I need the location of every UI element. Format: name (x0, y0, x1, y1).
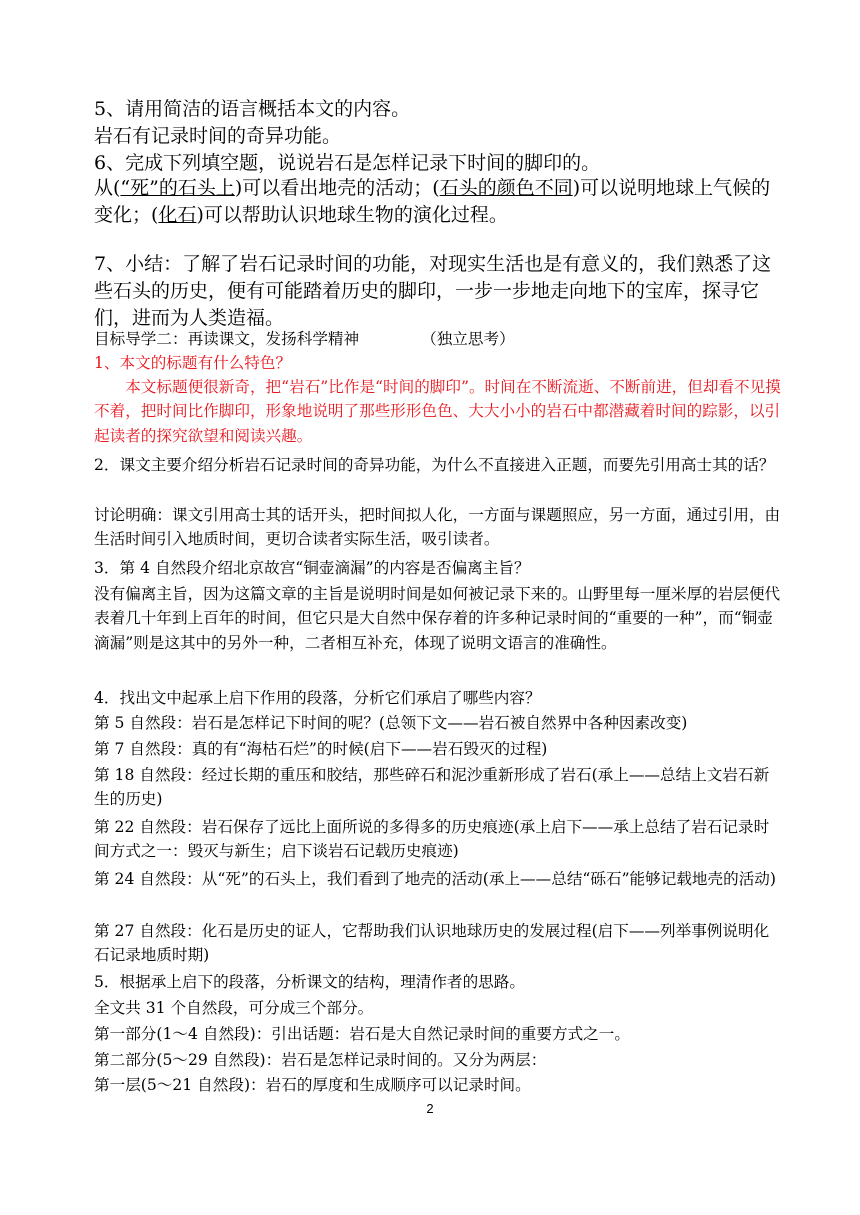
goal-heading: 目标导学二：再读课文，发扬科学精神 （独立思考） (94, 330, 515, 348)
r2-answer: 讨论明确：课文引用高士其的话开头，把时间拟人化，一方面与课题照应，另一方面，通过引用，由生活时间引入地质时间，更切合读者实际生活，吸引读者。 (94, 506, 781, 549)
r4-item: 第 18 自然段：经过长期的重压和胶结，那些碎石和泥沙重新形成了岩石(承上——总结上文岩石新生的历史) (94, 766, 770, 809)
q5-answer: 岩石有记录时间的奇异功能。 (94, 125, 342, 147)
r3-question: 3．第 4 自然段介绍北京故宫“铜壶滴漏”的内容是否偏离主旨？ (94, 559, 530, 577)
blank-3: 化石 (158, 204, 197, 226)
r4-item: 第 7 自然段：真的有“海枯石烂”的时候(启下——岩石毁灭的过程) (94, 740, 548, 758)
r4-question: 4．找出文中起承上启下作用的段落，分析它们承启了哪些内容？ (94, 689, 541, 707)
q6-fill-paragraph: 从(“死”的石头上)可以看出地壳的活动；(石头的颜色不同)可以说明地球上气候的变化；(化石)可以帮助认识地球生物的演化过程。 (94, 177, 771, 226)
r5-line: 第一层(5～21 自然段)：岩石的厚度和生成顺序可以记录时间。 (94, 1076, 531, 1094)
r3-answer: 没有偏离主旨，因为这篇文章的主旨是说明时间是如何被记录下来的。山野里每一厘米厚的岩层便代表着几十年到上百年的时间，但它只是大自然中保存着的许多种记录时间的“重要的一种”，而“铜壶滴漏”则是这其中的另外一种，二者相互补充，体现了说明文语言的准确性。 (94, 585, 781, 652)
r4-item: 第 27 自然段：化石是历史的证人，它帮助我们认识地球历史的发展过程(启下——列举事例说明化石记录地质时期) (94, 922, 770, 965)
r5-line: 第一部分(1～4 自然段)：引出话题：岩石是大自然记录时间的重要方式之一。 (94, 1025, 630, 1043)
r4-item: 第 5 自然段：岩石是怎样记下时间的呢？(总领下文——岩石被自然界中各种因素改变) (94, 714, 688, 732)
r5-question: 5．根据承上启下的段落，分析课文的结构，理清作者的思路。 (94, 973, 525, 991)
r5-line: 第二部分(5～29 自然段)：岩石是怎样记录时间的。又分为两层： (94, 1051, 547, 1069)
r5-line: 全文共 31 个自然段，可分成三个部分。 (94, 999, 374, 1017)
blank-2: 石头的颜色不同 (439, 177, 573, 199)
q5-title: 5、请用简洁的语言概括本文的内容。 (94, 98, 411, 120)
r1-question: 1、本文的标题有什么特色？ (94, 354, 292, 372)
q6-title: 6、完成下列填空题，说说岩石是怎样记录下时间的脚印的。 (94, 152, 601, 174)
r4-item: 第 22 自然段：岩石保存了远比上面所说的多得多的历史痕迹(承上启下——承上总结了岩石记录时间方式之一：毁灭与新生；启下谈岩石记载历史痕迹) (94, 818, 770, 861)
r4-item: 第 24 自然段：从“死”的石头上，我们看到了地壳的活动(承上——总结“砾石”能够记载地壳的活动) (94, 870, 776, 888)
r1-answer: 本文标题便很新奇，把“岩石”比作是“时间的脚印”。时间在不断流逝、不断前进，但却看不见摸不着，把时间比作脚印，形象地说明了那些形形色色、大大小小的岩石中都潜藏着时间的踪影，以引起读者的探究欲望和阅读兴趣。 (94, 378, 781, 445)
blank-1: “死”的石头上 (120, 177, 235, 199)
page-number: 2 (426, 1101, 434, 1116)
q7-summary: 7、小结：了解了岩石记录时间的功能，对现实生活也是有意义的，我们熟悉了这些石头的历史，便有可能踏着历史的脚印，一步一步地走向地下的宝库，探寻它们，进而为人类造福。 (94, 253, 772, 329)
r2-question: 2．课文主要介绍分析岩石记录时间的奇异功能，为什么不直接进入正题，而要先引用高士其的话？ (94, 456, 775, 474)
